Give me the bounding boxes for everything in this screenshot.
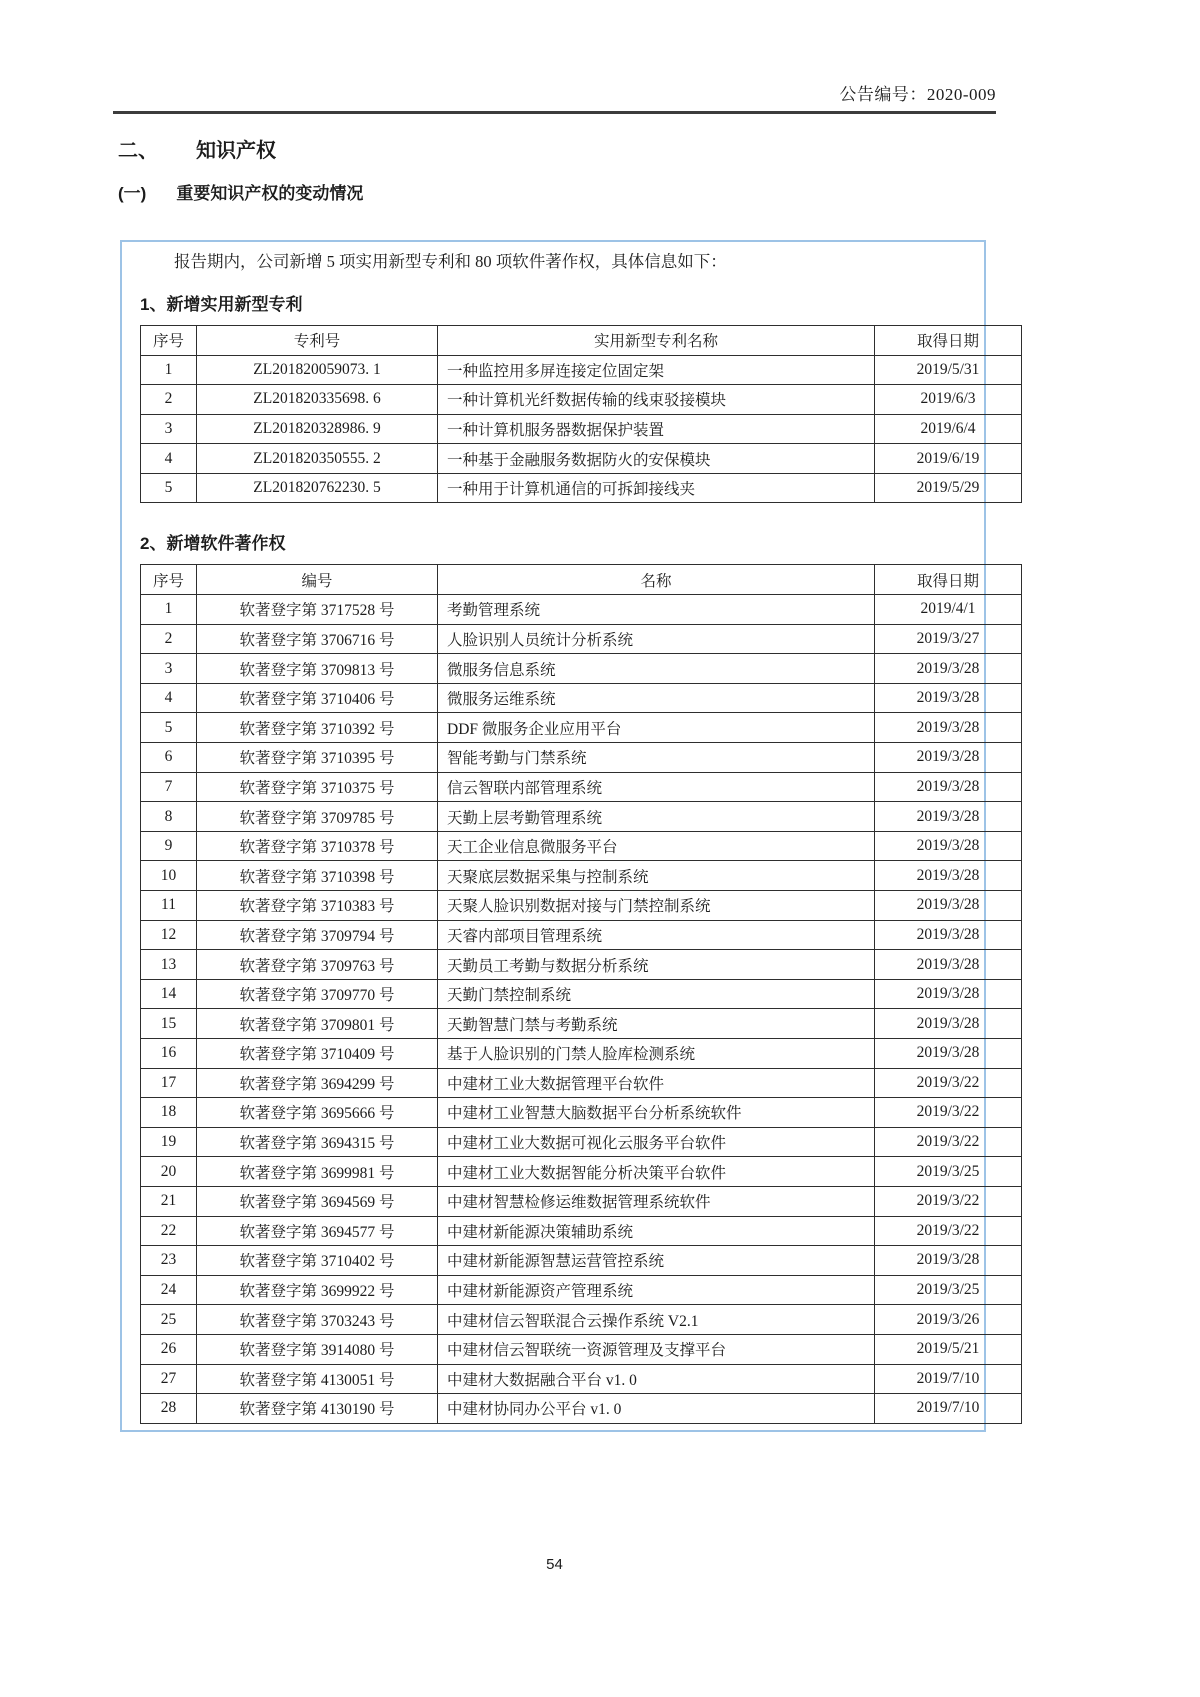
- table-cell: 一种计算机光纤数据传输的线束驳接模块: [438, 385, 875, 415]
- table-cell: 10: [141, 861, 197, 891]
- table-cell: 软著登字第 3706716 号: [197, 624, 438, 654]
- table-cell: 2019/5/31: [875, 355, 1022, 385]
- table-cell: ZL201820350555. 2: [197, 444, 438, 474]
- table-row: [141, 444, 1022, 474]
- table-cell: 2019/5/21: [875, 1334, 1022, 1364]
- document-header: [113, 80, 996, 105]
- table-cell: 中建材信云智联统一资源管理及支撑平台: [438, 1334, 875, 1364]
- page-number: 54: [546, 1556, 563, 1573]
- table-cell: 7: [141, 772, 197, 802]
- table-cell: 基于人脸识别的门禁人脸库检测系统: [438, 1038, 875, 1068]
- subsection-heading: [118, 179, 363, 204]
- copyright-table: [140, 564, 1022, 1423]
- table-row: [141, 355, 1022, 385]
- table-cell: 2019/3/25: [875, 1275, 1022, 1305]
- table-cell: 软著登字第 3694299 号: [197, 1068, 438, 1098]
- announcement-number: 公告编号：2020-009: [839, 85, 996, 104]
- table-cell: 软著登字第 3709763 号: [197, 950, 438, 980]
- table-cell: 软著登字第 3695666 号: [197, 1098, 438, 1128]
- table-row: [141, 772, 1022, 802]
- table-cell: 9: [141, 831, 197, 861]
- patent-section-title: 1、新增实用新型专利: [140, 294, 303, 314]
- table-cell: 一种计算机服务器数据保护装置: [438, 414, 875, 444]
- table-row: [141, 1246, 1022, 1276]
- table-row: [141, 1186, 1022, 1216]
- table-cell: 软著登字第 3709801 号: [197, 1009, 438, 1039]
- table-row: [141, 1305, 1022, 1335]
- table-cell: 24: [141, 1275, 197, 1305]
- table-row: [141, 831, 1022, 861]
- table-cell: 考勤管理系统: [438, 595, 875, 625]
- table-cell: 2019/3/28: [875, 979, 1022, 1009]
- table-cell: 一种基于金融服务数据防火的安保模块: [438, 444, 875, 474]
- table-cell: 2019/3/28: [875, 713, 1022, 743]
- table-cell: 软著登字第 3710395 号: [197, 743, 438, 773]
- table-cell: ZL201820335698. 6: [197, 385, 438, 415]
- table-row: [141, 713, 1022, 743]
- column-header: 专利号: [197, 325, 438, 355]
- table-header-row: [141, 565, 1022, 595]
- table-cell: 软著登字第 4130051 号: [197, 1364, 438, 1394]
- table-cell: 2019/3/28: [875, 891, 1022, 921]
- table-cell: 3: [141, 654, 197, 684]
- table-cell: 15: [141, 1009, 197, 1039]
- table-cell: 2019/3/22: [875, 1216, 1022, 1246]
- table-cell: 中建材工业大数据智能分析决策平台软件: [438, 1157, 875, 1187]
- table-cell: 软著登字第 3699922 号: [197, 1275, 438, 1305]
- table-cell: 2019/3/28: [875, 1009, 1022, 1039]
- table-cell: 软著登字第 3703243 号: [197, 1305, 438, 1335]
- table-cell: 软著登字第 3709794 号: [197, 920, 438, 950]
- table-row: [141, 473, 1022, 503]
- table-cell: 2019/3/26: [875, 1305, 1022, 1335]
- table-cell: 天勤上层考勤管理系统: [438, 802, 875, 832]
- table-cell: 2019/3/25: [875, 1157, 1022, 1187]
- section-heading: [118, 134, 276, 163]
- table-cell: 2019/4/1: [875, 595, 1022, 625]
- table-cell: 软著登字第 3710392 号: [197, 713, 438, 743]
- column-header: 取得日期: [875, 565, 1022, 595]
- table-cell: 5: [141, 473, 197, 503]
- content-box: [120, 240, 986, 1432]
- table-cell: 软著登字第 3710398 号: [197, 861, 438, 891]
- table-cell: 软著登字第 3694569 号: [197, 1186, 438, 1216]
- table-cell: 软著登字第 3709785 号: [197, 802, 438, 832]
- table-cell: 信云智联内部管理系统: [438, 772, 875, 802]
- table-cell: 中建材大数据融合平台 v1. 0: [438, 1364, 875, 1394]
- table-cell: 软著登字第 3709813 号: [197, 654, 438, 684]
- table-cell: 2019/7/10: [875, 1364, 1022, 1394]
- table-cell: ZL201820059073. 1: [197, 355, 438, 385]
- table-cell: 1: [141, 355, 197, 385]
- table-cell: 28: [141, 1394, 197, 1424]
- table-cell: 2019/3/28: [875, 1246, 1022, 1276]
- table-cell: 软著登字第 3699981 号: [197, 1157, 438, 1187]
- table-row: [141, 595, 1022, 625]
- table-cell: 中建材工业智慧大脑数据平台分析系统软件: [438, 1098, 875, 1128]
- table-row: [141, 1009, 1022, 1039]
- table-row: [141, 385, 1022, 415]
- table-cell: 11: [141, 891, 197, 921]
- table-cell: 3: [141, 414, 197, 444]
- table-cell: 天勤门禁控制系统: [438, 979, 875, 1009]
- table-cell: 软著登字第 3709770 号: [197, 979, 438, 1009]
- column-header: 编号: [197, 565, 438, 595]
- table-cell: 2019/3/22: [875, 1127, 1022, 1157]
- table-cell: 中建材新能源智慧运营管控系统: [438, 1246, 875, 1276]
- table-cell: 中建材协同办公平台 v1. 0: [438, 1394, 875, 1424]
- table-row: [141, 1334, 1022, 1364]
- table-row: [141, 861, 1022, 891]
- table-row: [141, 1127, 1022, 1157]
- column-header: 实用新型专利名称: [438, 325, 875, 355]
- table-cell: DDF 微服务企业应用平台: [438, 713, 875, 743]
- table-cell: 软著登字第 4130190 号: [197, 1394, 438, 1424]
- table-cell: 2019/6/19: [875, 444, 1022, 474]
- column-header: 序号: [141, 565, 197, 595]
- table-cell: 2019/3/22: [875, 1186, 1022, 1216]
- table-cell: 一种用于计算机通信的可拆卸接线夹: [438, 473, 875, 503]
- table-cell: 2019/7/10: [875, 1394, 1022, 1424]
- table-cell: 天工企业信息微服务平台: [438, 831, 875, 861]
- table-cell: 2019/3/28: [875, 743, 1022, 773]
- table-cell: 2019/3/28: [875, 772, 1022, 802]
- table-row: [141, 654, 1022, 684]
- table-row: [141, 1275, 1022, 1305]
- table-cell: 16: [141, 1038, 197, 1068]
- section-number: 二、: [118, 140, 158, 162]
- table-cell: 中建材工业大数据管理平台软件: [438, 1068, 875, 1098]
- table-row: [141, 1068, 1022, 1098]
- patent-table: [140, 325, 1022, 504]
- table-cell: 天聚人脸识别数据对接与门禁控制系统: [438, 891, 875, 921]
- table-cell: 5: [141, 713, 197, 743]
- header-rule: [113, 111, 996, 114]
- table-cell: 21: [141, 1186, 197, 1216]
- table-cell: 4: [141, 444, 197, 474]
- table-cell: 2019/3/28: [875, 831, 1022, 861]
- table-row: [141, 920, 1022, 950]
- table-row: [141, 1038, 1022, 1068]
- table-cell: 8: [141, 802, 197, 832]
- table-cell: ZL201820328986. 9: [197, 414, 438, 444]
- table-cell: 软著登字第 3710375 号: [197, 772, 438, 802]
- table-row: [141, 979, 1022, 1009]
- table-cell: 18: [141, 1098, 197, 1128]
- column-header: 序号: [141, 325, 197, 355]
- intro-paragraph: 报告期内，公司新增 5 项实用新型专利和 80 项软件著作权，具体信息如下：: [174, 252, 727, 271]
- table-cell: 2: [141, 624, 197, 654]
- table-row: [141, 950, 1022, 980]
- table-cell: 软著登字第 3710409 号: [197, 1038, 438, 1068]
- table-row: [141, 1098, 1022, 1128]
- table-row: [141, 802, 1022, 832]
- table-cell: 2019/3/28: [875, 654, 1022, 684]
- table-cell: 中建材新能源资产管理系统: [438, 1275, 875, 1305]
- table-cell: 26: [141, 1334, 197, 1364]
- table-cell: 人脸识别人员统计分析系统: [438, 624, 875, 654]
- table-cell: 13: [141, 950, 197, 980]
- table-cell: 天勤智慧门禁与考勤系统: [438, 1009, 875, 1039]
- table-cell: 2019/3/28: [875, 802, 1022, 832]
- table-cell: 软著登字第 3710383 号: [197, 891, 438, 921]
- table-header-row: [141, 325, 1022, 355]
- table-cell: 微服务运维系统: [438, 683, 875, 713]
- table-cell: 2019/6/4: [875, 414, 1022, 444]
- table-cell: 微服务信息系统: [438, 654, 875, 684]
- table-cell: 4: [141, 683, 197, 713]
- table-cell: 2019/3/27: [875, 624, 1022, 654]
- table-cell: 软著登字第 3694577 号: [197, 1216, 438, 1246]
- table-cell: 软著登字第 3717528 号: [197, 595, 438, 625]
- table-cell: 2019/3/28: [875, 920, 1022, 950]
- table-row: [141, 414, 1022, 444]
- table-cell: 2019/6/3: [875, 385, 1022, 415]
- table-cell: 22: [141, 1216, 197, 1246]
- column-header: 取得日期: [875, 325, 1022, 355]
- table-cell: 14: [141, 979, 197, 1009]
- column-header: 名称: [438, 565, 875, 595]
- table-row: [141, 624, 1022, 654]
- table-cell: 23: [141, 1246, 197, 1276]
- table-row: [141, 683, 1022, 713]
- table-cell: 2019/3/28: [875, 861, 1022, 891]
- table-row: [141, 891, 1022, 921]
- table-cell: 17: [141, 1068, 197, 1098]
- table-cell: 12: [141, 920, 197, 950]
- table-cell: 中建材新能源决策辅助系统: [438, 1216, 875, 1246]
- table-cell: 25: [141, 1305, 197, 1335]
- table-cell: 2019/5/29: [875, 473, 1022, 503]
- table-row: [141, 743, 1022, 773]
- section-title: 知识产权: [196, 140, 276, 162]
- table-cell: 20: [141, 1157, 197, 1187]
- table-cell: 2019/3/22: [875, 1068, 1022, 1098]
- table-cell: 2019/3/28: [875, 950, 1022, 980]
- table-cell: 6: [141, 743, 197, 773]
- table-cell: 天聚底层数据采集与控制系统: [438, 861, 875, 891]
- table-cell: 2019/3/28: [875, 683, 1022, 713]
- table-cell: 天勤员工考勤与数据分析系统: [438, 950, 875, 980]
- table-cell: 19: [141, 1127, 197, 1157]
- table-cell: 软著登字第 3694315 号: [197, 1127, 438, 1157]
- table-cell: 软著登字第 3710402 号: [197, 1246, 438, 1276]
- table-cell: 软著登字第 3710378 号: [197, 831, 438, 861]
- table-cell: 中建材工业大数据可视化云服务平台软件: [438, 1127, 875, 1157]
- table-cell: 软著登字第 3914080 号: [197, 1334, 438, 1364]
- table-row: [141, 1394, 1022, 1424]
- table-cell: 软著登字第 3710406 号: [197, 683, 438, 713]
- table-cell: 中建材信云智联混合云操作系统 V2.1: [438, 1305, 875, 1335]
- table-row: [141, 1364, 1022, 1394]
- table-cell: 1: [141, 595, 197, 625]
- table-cell: 天睿内部项目管理系统: [438, 920, 875, 950]
- table-cell: 2: [141, 385, 197, 415]
- table-row: [141, 1216, 1022, 1246]
- table-cell: 一种监控用多屏连接定位固定架: [438, 355, 875, 385]
- table-cell: 中建材智慧检修运维数据管理系统软件: [438, 1186, 875, 1216]
- table-cell: 智能考勤与门禁系统: [438, 743, 875, 773]
- subsection-title: 重要知识产权的变动情况: [176, 184, 364, 203]
- table-cell: 27: [141, 1364, 197, 1394]
- table-cell: ZL201820762230. 5: [197, 473, 438, 503]
- table-cell: 2019/3/28: [875, 1038, 1022, 1068]
- subsection-number: (一): [118, 184, 147, 203]
- table-row: [141, 1157, 1022, 1187]
- copyright-section-title: 2、新增软件著作权: [140, 534, 286, 554]
- table-cell: 2019/3/22: [875, 1098, 1022, 1128]
